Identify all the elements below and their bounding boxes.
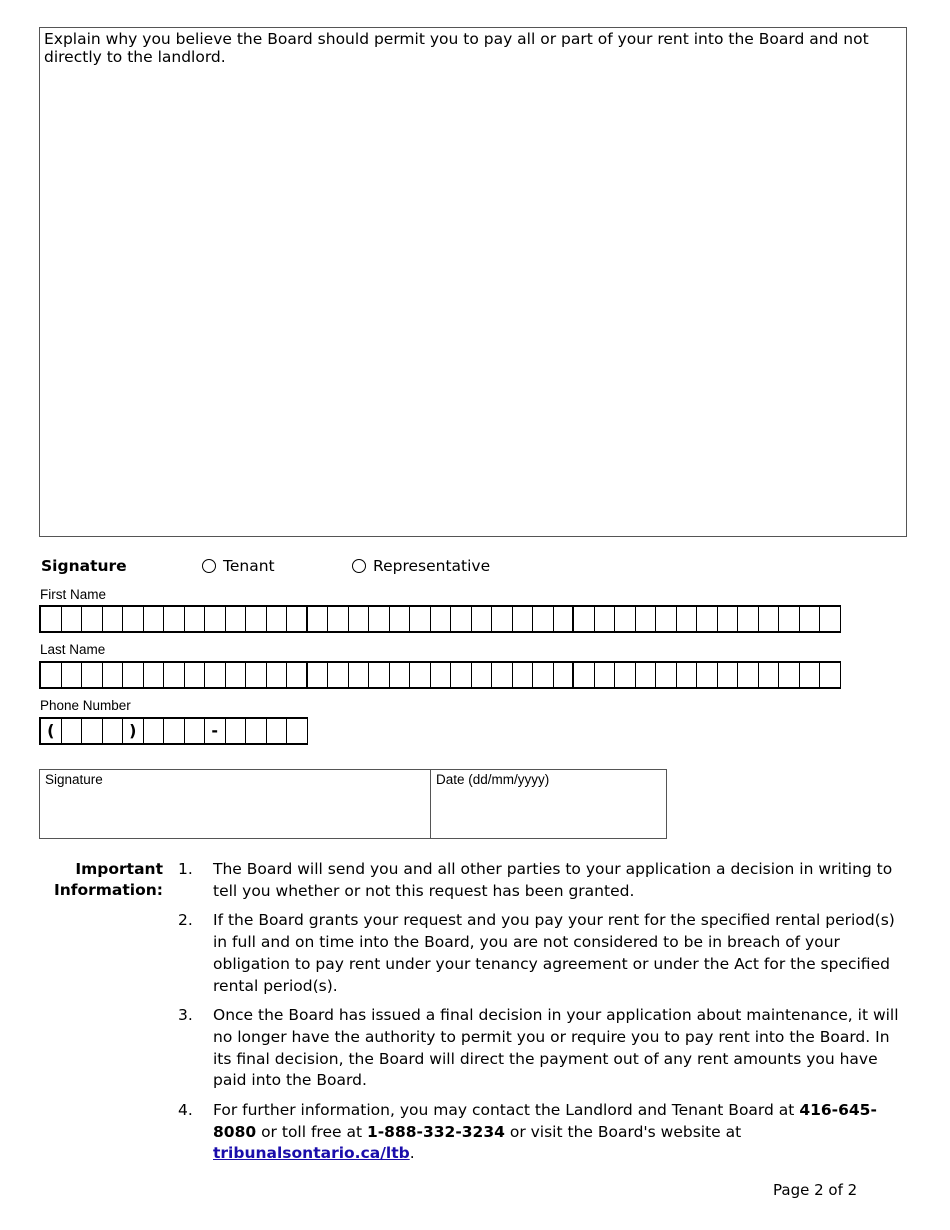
char-box[interactable] (636, 605, 657, 633)
list-item-text (213, 1100, 903, 1165)
signature-field-label: Signature (45, 772, 103, 787)
radio-tenant[interactable] (202, 557, 275, 575)
signature-field[interactable] (40, 770, 431, 838)
char-box[interactable] (656, 661, 677, 689)
char-box[interactable] (492, 605, 513, 633)
char-box[interactable] (677, 605, 698, 633)
radio-representative-label: Representative (373, 557, 491, 575)
char-box[interactable] (185, 605, 206, 633)
char-box[interactable] (451, 605, 472, 633)
signature-title: Signature (41, 557, 127, 575)
list-item-text: If the Board grants your request and you pay your rent for the specified rental period(s) in full and on time into the Board, you are not considered to be in breach of your obligation to pay rent under your tenancy agreement or under the Act for the specified rental period(s). (213, 911, 895, 995)
char-box[interactable] (554, 605, 575, 633)
explanation-prompt: Explain why you believe the Board should permit you to pay all or part of your rent into the Board and not directly to the landlord. (44, 30, 869, 66)
char-box[interactable] (513, 661, 534, 689)
list-item-number: 3. (178, 1006, 193, 1025)
char-box[interactable] (185, 717, 206, 745)
char-box[interactable] (164, 661, 185, 689)
char-box[interactable] (226, 717, 247, 745)
important-list (178, 859, 903, 1173)
phone-field[interactable] (39, 717, 308, 745)
char-box[interactable] (246, 605, 267, 633)
char-box[interactable] (820, 661, 841, 689)
char-box[interactable] (164, 605, 185, 633)
first-name-label: First Name (40, 587, 107, 602)
char-box[interactable] (103, 717, 124, 745)
last-name-field[interactable] (39, 661, 841, 689)
char-box[interactable] (472, 605, 493, 633)
page-number: Page 2 of 2 (773, 1181, 858, 1199)
char-box[interactable] (656, 605, 677, 633)
char-box[interactable] (451, 661, 472, 689)
char-box[interactable] (800, 661, 821, 689)
char-box[interactable] (759, 661, 780, 689)
char-box[interactable] (800, 605, 821, 633)
radio-circle-icon (202, 559, 216, 573)
char-box[interactable]: - (205, 717, 226, 745)
char-box[interactable] (431, 605, 452, 633)
char-box[interactable] (369, 605, 390, 633)
char-box[interactable] (62, 717, 83, 745)
char-box[interactable] (246, 717, 267, 745)
list-item (178, 1005, 903, 1092)
date-field-label: Date (dd/mm/yyyy) (436, 772, 550, 787)
char-box[interactable] (103, 661, 124, 689)
char-box[interactable] (513, 605, 534, 633)
list-item (178, 1100, 903, 1165)
char-box[interactable] (82, 717, 103, 745)
char-box[interactable] (185, 661, 206, 689)
contact-text-d: . (409, 1144, 415, 1163)
char-box[interactable] (62, 605, 83, 633)
signature-date-box (39, 769, 667, 839)
char-box[interactable] (820, 605, 841, 633)
important-heading: Important Information: (53, 860, 163, 899)
char-box[interactable] (492, 661, 513, 689)
list-item (178, 910, 903, 997)
char-box[interactable] (718, 661, 739, 689)
contact-text-c: or visit the Board's website at (509, 1122, 742, 1141)
list-item-number: 2. (178, 911, 193, 930)
date-field[interactable] (431, 770, 554, 838)
list-item-number: 4. (178, 1101, 193, 1120)
contact-text-b: or toll free at (261, 1122, 363, 1141)
phone-label: Phone Number (40, 698, 131, 713)
radio-representative[interactable] (352, 557, 490, 575)
char-box[interactable] (533, 605, 554, 633)
char-box[interactable] (41, 661, 62, 689)
char-box[interactable] (287, 717, 308, 745)
char-box[interactable] (287, 661, 308, 689)
list-item-text: The Board will send you and all other parties to your application a decision in writing to tell you whether or not this request has been granted. (213, 860, 893, 900)
char-box[interactable] (574, 661, 595, 689)
char-box[interactable] (554, 661, 575, 689)
radio-tenant-label: Tenant (223, 557, 275, 575)
char-box[interactable]: ( (41, 717, 62, 745)
toll-free-number: 1-888-332-3234 (366, 1122, 505, 1141)
char-box[interactable] (246, 661, 267, 689)
char-box[interactable] (615, 605, 636, 633)
local-phone-number: 416-645-8080 (213, 1101, 877, 1141)
char-box[interactable] (164, 717, 185, 745)
char-box[interactable] (349, 661, 370, 689)
char-box[interactable] (287, 605, 308, 633)
char-box[interactable] (759, 605, 780, 633)
char-box[interactable] (410, 661, 431, 689)
char-box[interactable] (369, 661, 390, 689)
char-box[interactable] (62, 661, 83, 689)
list-item (178, 859, 903, 902)
char-box[interactable] (410, 605, 431, 633)
website-link[interactable]: tribunalsontario.ca/ltb (213, 1144, 410, 1163)
char-box[interactable] (636, 661, 657, 689)
char-box[interactable] (267, 717, 288, 745)
char-box[interactable] (144, 661, 165, 689)
char-box[interactable] (226, 661, 247, 689)
char-box[interactable] (144, 717, 165, 745)
char-box[interactable] (205, 661, 226, 689)
char-box[interactable] (615, 661, 636, 689)
char-box[interactable] (574, 605, 595, 633)
char-box[interactable] (738, 605, 759, 633)
char-box[interactable] (349, 605, 370, 633)
char-box[interactable] (472, 661, 493, 689)
char-box[interactable] (82, 661, 103, 689)
char-box[interactable] (328, 661, 349, 689)
char-box[interactable]: ) (123, 717, 144, 745)
char-box[interactable] (144, 605, 165, 633)
char-box[interactable] (82, 605, 103, 633)
char-box[interactable] (267, 661, 288, 689)
explanation-textarea[interactable] (39, 27, 907, 537)
char-box[interactable] (226, 605, 247, 633)
char-box[interactable] (779, 605, 800, 633)
char-box[interactable] (267, 605, 288, 633)
char-box[interactable] (697, 605, 718, 633)
char-box[interactable] (738, 661, 759, 689)
char-box[interactable] (595, 605, 616, 633)
char-box[interactable] (431, 661, 452, 689)
char-box[interactable] (718, 605, 739, 633)
contact-text-a: For further information, you may contact the Landlord and Tenant Board at (213, 1101, 795, 1120)
char-box[interactable] (123, 605, 144, 633)
char-box[interactable] (677, 661, 698, 689)
first-name-field[interactable] (39, 605, 841, 633)
char-box[interactable] (308, 605, 329, 633)
char-box[interactable] (697, 661, 718, 689)
char-box[interactable] (390, 661, 411, 689)
last-name-label: Last Name (40, 642, 106, 657)
char-box[interactable] (533, 661, 554, 689)
char-box[interactable] (123, 661, 144, 689)
char-box[interactable] (328, 605, 349, 633)
char-box[interactable] (103, 605, 124, 633)
char-box[interactable] (779, 661, 800, 689)
char-box[interactable] (205, 605, 226, 633)
char-box[interactable] (390, 605, 411, 633)
char-box[interactable] (308, 661, 329, 689)
radio-circle-icon (352, 559, 366, 573)
char-box[interactable] (41, 605, 62, 633)
char-box[interactable] (595, 661, 616, 689)
list-item-text: Once the Board has issued a final decision in your application about maintenance, it will no longer have the authority to permit you or require you to pay rent into the Board. In its final decision, the Board will direct the payment out of any rent amounts you have paid into the Board. (213, 1006, 899, 1090)
list-item-number: 1. (178, 860, 193, 878)
